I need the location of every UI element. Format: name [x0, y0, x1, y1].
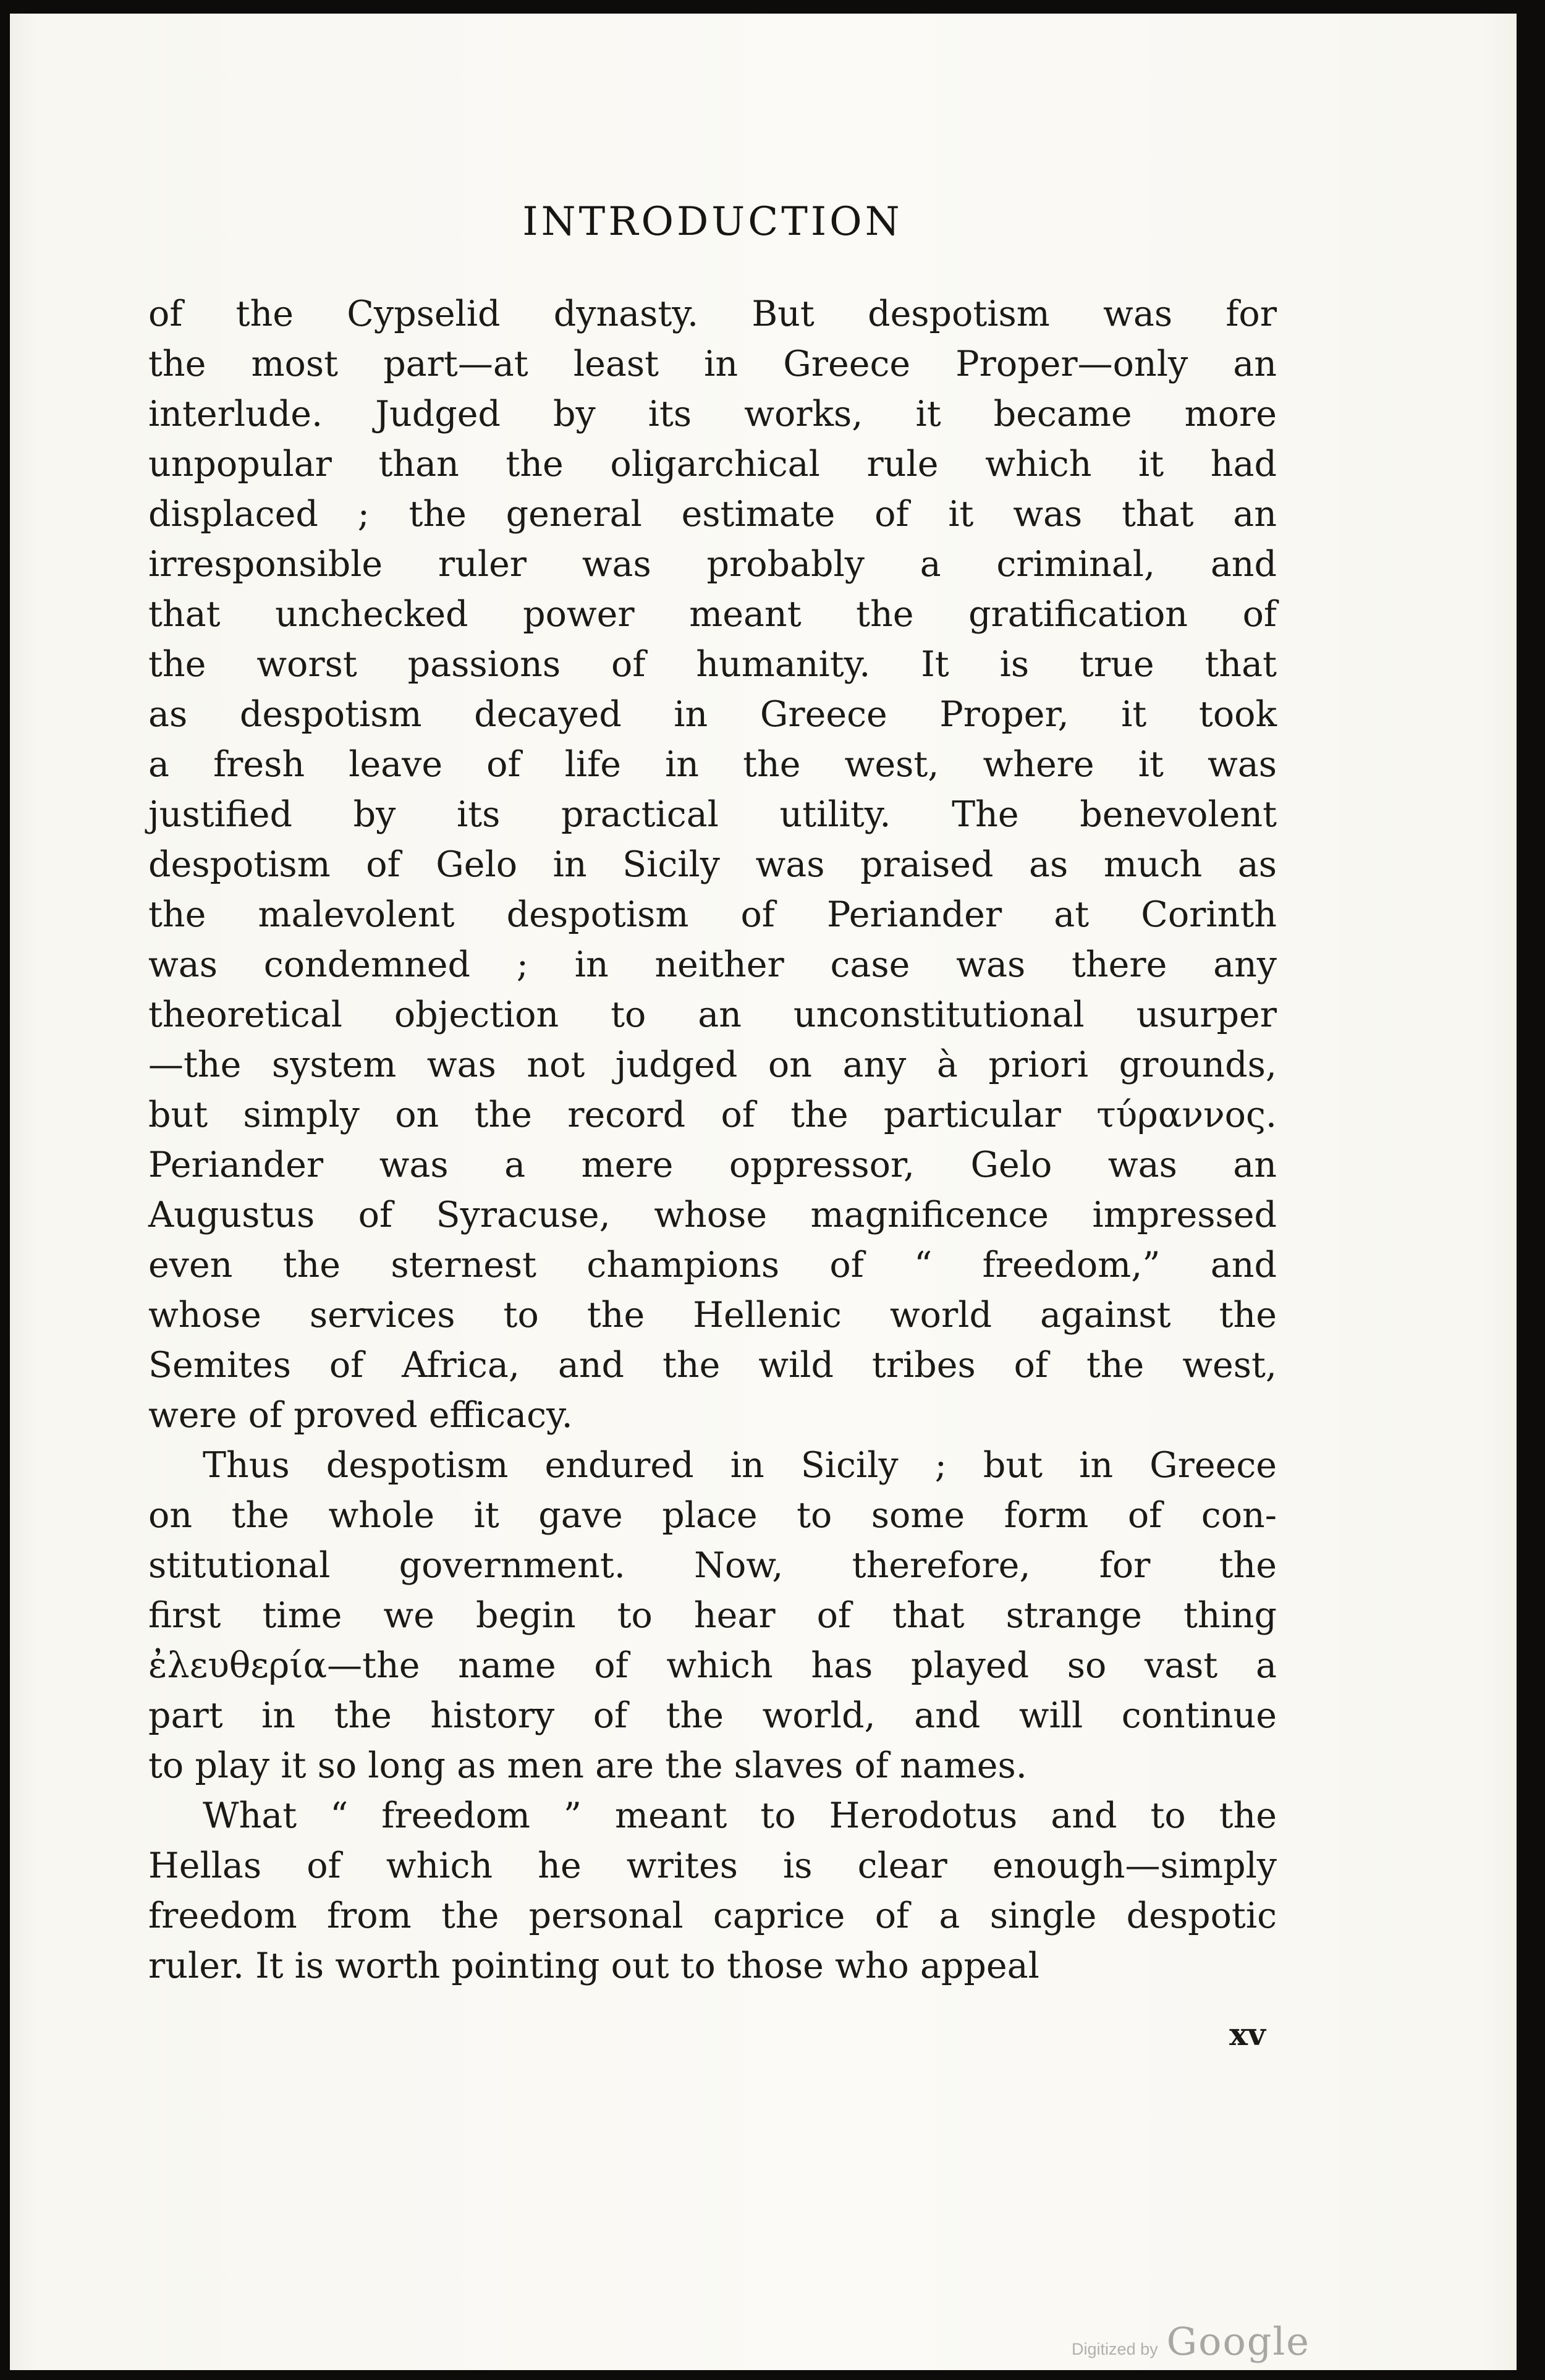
- text-line: the malevolent despotism of Periander at Corinth: [148, 894, 1277, 935]
- text-line: ruler. It is worth pointing out to those who appeal: [148, 1946, 1039, 1986]
- google-logo: Google: [1166, 2319, 1310, 2364]
- text-line: freedom from the personal caprice of a single despotic: [148, 1895, 1277, 1936]
- text-line: ἐλευθερία—the name of which has played so vast a: [148, 1645, 1277, 1686]
- text-line: the worst passions of humanity. It is true that: [148, 644, 1277, 685]
- text-line: —the system was not judged on any à priori grounds,: [148, 1044, 1277, 1085]
- text-line: Semites of Africa, and the wild tribes of the west,: [148, 1345, 1277, 1386]
- text-line: were of proved efficacy.: [148, 1395, 573, 1436]
- text-line: whose services to the Hellenic world against the: [148, 1295, 1277, 1336]
- text-line: a fresh leave of life in the west, where it was: [148, 744, 1277, 785]
- text-line: part in the history of the world, and will continue: [148, 1695, 1277, 1736]
- paragraph: [148, 1441, 1277, 1791]
- text-line: irresponsible ruler was probably a criminal, and: [148, 544, 1277, 585]
- text-line: the most part—at least in Greece Proper—only an: [148, 344, 1277, 384]
- text-line: first time we begin to hear of that strange thing: [148, 1595, 1277, 1636]
- text-line: was condemned ; in neither case was there any: [148, 944, 1277, 985]
- text-line: unpopular than the oligarchical rule which it had: [148, 444, 1277, 485]
- text-line: Periander was a mere oppressor, Gelo was an: [148, 1145, 1277, 1185]
- scan-border-bottom: [0, 2370, 1545, 2380]
- text-line: despotism of Gelo in Sicily was praised as much as: [148, 844, 1277, 885]
- text-line: displaced ; the general estimate of it was that an: [148, 494, 1277, 535]
- text-line: as despotism decayed in Greece Proper, it took: [148, 694, 1277, 735]
- scan-border-top: [0, 0, 1545, 14]
- text-line: that unchecked power meant the gratification of: [148, 594, 1277, 635]
- page-title: INTRODUCTION: [522, 199, 903, 245]
- paragraph: [148, 289, 1277, 1441]
- digitized-watermark: [1072, 2319, 1310, 2364]
- text-line: Augustus of Syracuse, whose magnificence impressed: [148, 1195, 1277, 1235]
- text-line: stitutional government. Now, therefore, for the: [148, 1545, 1277, 1586]
- body-text: [148, 289, 1277, 1991]
- text-line: but simply on the record of the particular τύραννος.: [148, 1095, 1277, 1135]
- text-line: to play it so long as men are the slaves of names.: [148, 1745, 1027, 1786]
- text-line: Hellas of which he writes is clear enough—simply: [148, 1845, 1277, 1886]
- text-line: What “ freedom ” meant to Herodotus and to the: [203, 1795, 1277, 1836]
- paragraph: [148, 1791, 1277, 1991]
- scan-border-right: [1517, 0, 1545, 2380]
- text-line: even the sternest champions of “ freedom,” and: [148, 1245, 1277, 1285]
- scan-border-left: [0, 0, 10, 2380]
- text-line: theoretical objection to an unconstitutional usurper: [148, 994, 1277, 1035]
- text-line: justified by its practical utility. The benevolent: [148, 794, 1277, 835]
- text-line: of the Cypselid dynasty. But despotism was for: [148, 294, 1277, 334]
- text-line: on the whole it gave place to some form of con-: [148, 1495, 1277, 1536]
- page-number: xv: [1229, 2016, 1266, 2052]
- watermark-prefix-text: Digitized by: [1072, 2340, 1158, 2358]
- text-line: interlude. Judged by its works, it became more: [148, 394, 1277, 434]
- text-line: Thus despotism endured in Sicily ; but in Greece: [203, 1445, 1277, 1486]
